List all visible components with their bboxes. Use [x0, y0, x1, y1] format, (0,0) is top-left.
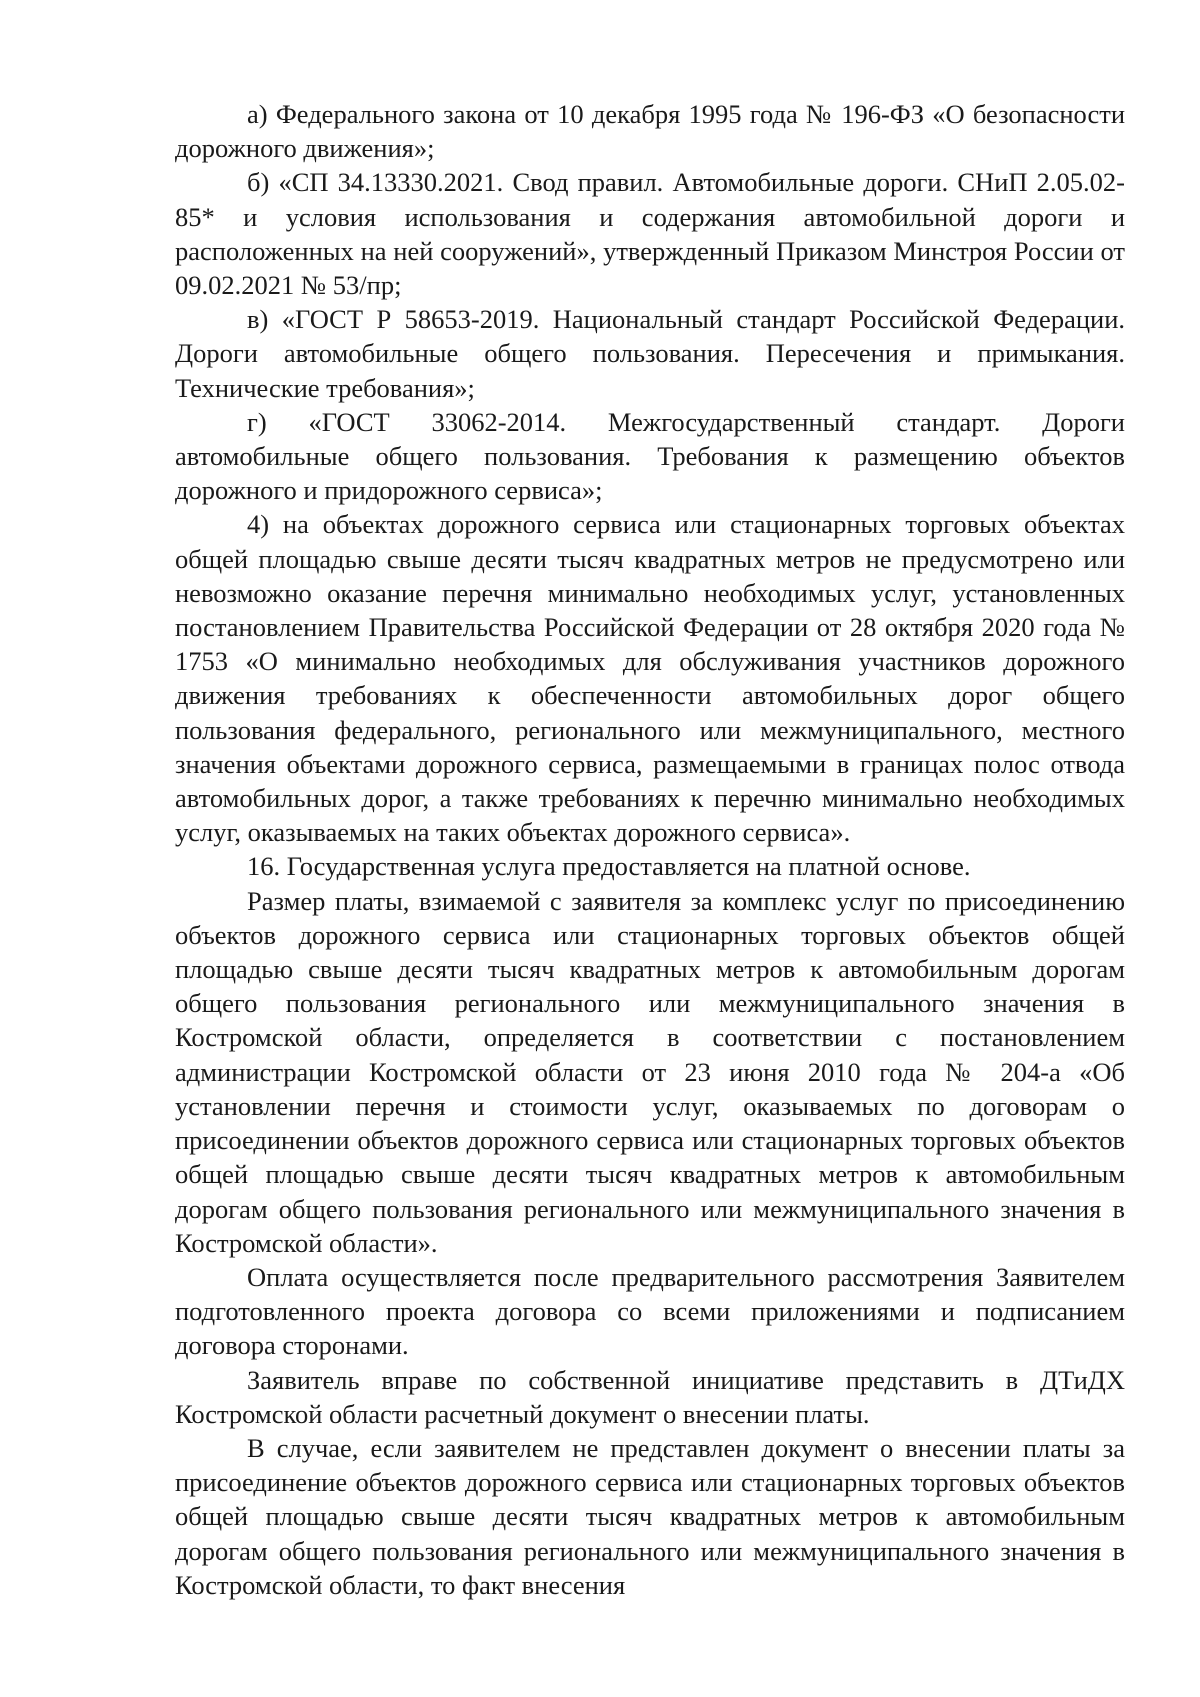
- paragraph-payment: Оплата осуществляется после предварительного рассмотрения Заявителем подготовленного проекта договора со всеми приложениями и подписанием договора сторонами.: [175, 1261, 1125, 1361]
- paragraph-gost-58653: в) «ГОСТ Р 58653-2019. Национальный стандарт Российской Федерации. Дороги автомобильные общего пользования. Пересечения и примыкания. Технические требования»;: [175, 304, 1125, 403]
- paragraph-item-4: 4) на объектах дорожного сервиса или стационарных торговых объектах общей площадью свыше десяти тысяч квадратных метров не предусмотрено или невозможно оказание перечня минимально необходимых услуг, установленных постановлением Правительства Российской Федерации от 28 октября 2020 года № 1753 «О минимально необходимых для обслуживания участников дорожного движения требованиях к обеспеченности автомобильных дорог общего пользования федерального, регионального или межмуниципального, местного значения объектами дорожного сервиса, размещаемыми в границах полос отвода автомобильных дорог, а также требованиях к перечню минимально необходимых услуг, оказываемых на таких объектах дорожного сервиса».: [175, 509, 1125, 848]
- document-body: [175, 97, 1125, 1602]
- paragraph-gost-33062: г) «ГОСТ 33062-2014. Межгосударственный стандарт. Дороги автомобильные общего пользования. Требования к размещению объектов дорожного и придорожного сервиса»;: [175, 406, 1125, 506]
- paragraph-applicant-right: Заявитель вправе по собственной инициативе представить в ДТиДХ Костромской области расчетный документ о внесении платы.: [175, 1364, 1125, 1429]
- paragraph-fee-amount: Размер платы, взимаемой с заявителя за комплекс услуг по присоединению объектов дорожного сервиса или стационарных торговых объектов общей площадью свыше десяти тысяч квадратных метров к автомобильным дорогам общего пользования регионального или межмуниципального значения в Костромской области, определяется в соответствии с постановлением администрации Костромской области от 23 июня 2010 года № 204-а «Об установлении перечня и стоимости услуг, оказываемых по договорам о присоединении объектов дорожного сервиса или стационарных торговых объектов общей площадью свыше десяти тысяч квадратных метров к автомобильным дорогам общего пользования регионального или межмуниципального значения в Костромской области».: [175, 885, 1125, 1258]
- paragraph-item-16: 16. Государственная услуга предоставляется на платной основе.: [247, 851, 971, 882]
- paragraph-law-196: а) Федерального закона от 10 декабря 1995 года № 196-ФЗ «О безопасности дорожного движения»;: [175, 99, 1125, 164]
- paragraph-sp-34: б) «СП 34.13330.2021. Свод правил. Автомобильные дороги. СНиП 2.05.02-85* и условия использования и содержания автомобильной дороги и расположенных на ней сооружений», утвержденный Приказом Минстроя России от 09.02.2021 № 53/пр;: [175, 167, 1125, 301]
- paragraph-no-document: В случае, если заявителем не представлен документ о внесении платы за присоединение объектов дорожного сервиса или стационарных торговых объектов общей площадью свыше десяти тысяч квадратных метров к автомобильным дорогам общего пользования регионального или межмуниципального значения в Костромской области, то факт внесения: [175, 1432, 1125, 1600]
